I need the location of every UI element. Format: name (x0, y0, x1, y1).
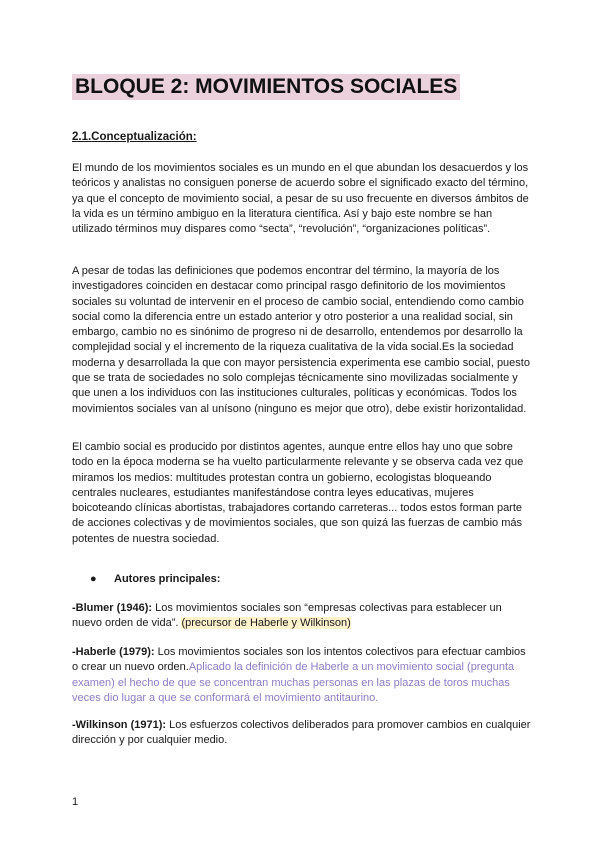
author-wilkinson (72, 718, 534, 749)
section-heading: 2.1.Conceptualización: (72, 131, 197, 143)
author-name: -Haberle (1979): (72, 646, 155, 658)
page-title: BLOQUE 2: MOVIMIENTOS SOCIALES (72, 74, 460, 100)
bullet-icon: ● (90, 573, 97, 585)
annotation-note: Aplicado la definición de Haberle a un movimiento social (pregunta examen) el hecho de que se concentran muchas personas en las plazas de toros muchas veces dio lugar a que se conformará el movimiento antitaurino. (72, 661, 515, 704)
highlighted-note: (precursor de Haberle y Wilkinson) (181, 617, 351, 630)
author-definition: Los movimientos sociales son los intentos colectivos para efectuar cambios o crear un nuevo orden. (72, 646, 526, 674)
author-blumer (72, 601, 534, 632)
paragraph-2: A pesar de todas las definiciones que podemos encontrar del término, la mayoría de los investigadores coinciden en destacar como principal rasgo definitorio de los movimientos sociales su voluntad de intervenir en el proceso de cambio social, entendiendo como cambio social como la diferencia entre un estado anterior y otro posterior a una realidad social, sin embargo, cambio no es sinónimo de progreso ni de desarrollo, entendemos por desarrollo la complejidad social y el incremento de la riqueza cualitativa de la vida social.Es la sociedad moderna y desarrollada la que con mayor persistencia experimenta ese cambio social, puesto que se trata de sociedades no solo complejas técnicamente sino movilizadas socialmente y que unen a los individuos con las instituciones culturales, políticas y económicas. Todos los movimientos sociales van al unísono (ninguno es mejor que otro), debe existir horizontalidad. (72, 265, 530, 415)
author-haberle (72, 645, 534, 706)
bullet-heading (90, 573, 220, 585)
author-name: -Wilkinson (1971): (72, 719, 167, 731)
author-name: -Blumer (1946): (72, 602, 153, 614)
paragraph-3: El cambio social es producido por distintos agentes, aunque entre ellos hay uno que sobre todo en la época moderna se ha vuelto particularmente relevante y se observa cada vez que miramos los medios: multitudes protestan contra un gobierno, ecologistas bloqueando centrales nucleares, estudiantes manifestándose contra leyes educativas, mujeres boicoteando clínicas abortistas, trabajadores cortando carreteras... todos estos forman parte de acciones colectivas y de movimientos sociales, que son quizá las fuerzas de cambio más potentes de nuestra sociedad. (72, 441, 524, 545)
paragraph-1: El mundo de los movimientos sociales es un mundo en el que abundan los desacuerdos y los teóricos y analistas no consiguen ponerse de acuerdo sobre el significado exacto del término, ya que el concepto de movimiento social, a pesar de su uso frecuente en diversos ámbitos de la vida es un término ambiguo en la literatura científica. Así y bajo este nombre se han utilizado términos muy dispares como “secta”, “revolución”, “organizaciones políticas”. (72, 162, 529, 236)
bullet-heading-text: Autores principales: (114, 573, 221, 585)
page-number: 1 (72, 796, 79, 808)
author-definition: Los esfuerzos colectivos deliberados para promover cambios en cualquier dirección y por cualquier medio. (72, 719, 531, 747)
author-definition: Los movimientos sociales son “empresas colectivas para establecer un nuevo orden de vida”. (72, 602, 502, 630)
